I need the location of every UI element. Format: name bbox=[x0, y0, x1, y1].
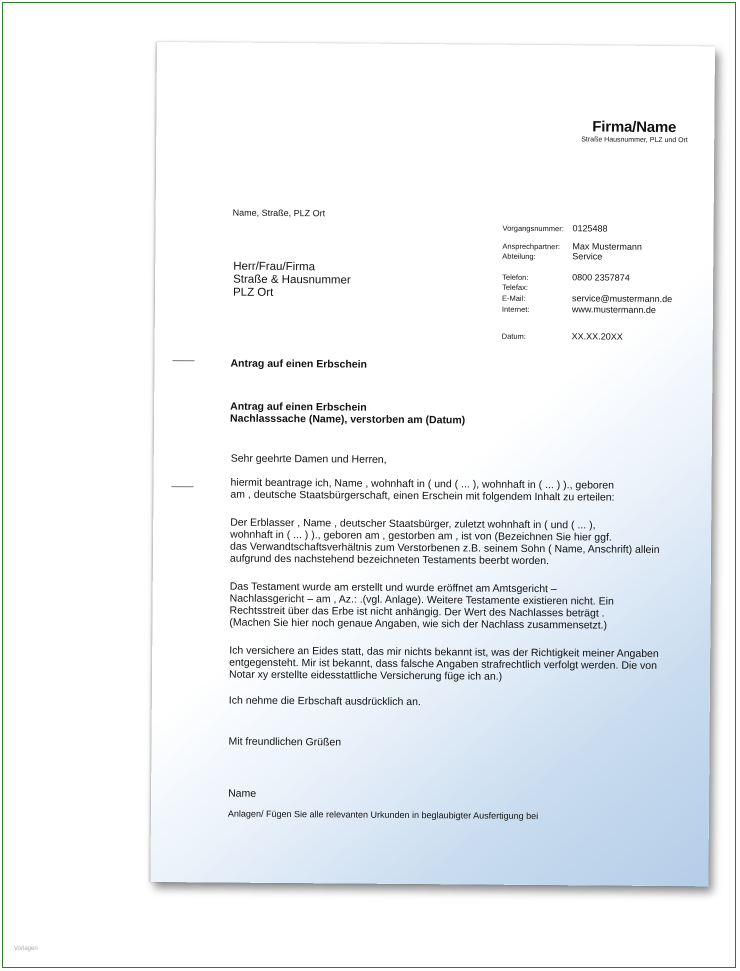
paragraph-line: Notar xy erstellte eidesstattliche Versicherung füge ich an.) bbox=[228, 668, 503, 683]
sender-line: Name, Straße, PLZ Ort bbox=[232, 207, 326, 219]
attachments-note: Anlagen/ Fügen Sie alle relevanten Urkunden in beglaubigter Ausfertigung bei bbox=[227, 808, 539, 822]
paragraph-line: Das Testament wurde am erstellt und wurde eröffnet am Amtsgericht – bbox=[229, 580, 557, 596]
punch-mark bbox=[172, 486, 194, 487]
paragraph-line: Der Erblasser , Name , deutscher Staatsbürger, zuletzt wohnhaft in ( und ( ... ), bbox=[230, 516, 596, 532]
signature-name: Name bbox=[228, 787, 257, 800]
info-block bbox=[501, 223, 703, 342]
info-label: E-Mail: bbox=[501, 293, 526, 303]
fold-mark bbox=[172, 360, 194, 361]
subject-line: Antrag auf einen Erbschein bbox=[230, 357, 368, 371]
recipient-line: Herr/Frau/Firma bbox=[233, 260, 316, 274]
info-label: Abteilung: bbox=[502, 251, 536, 261]
recipient-line: PLZ Ort bbox=[232, 286, 274, 299]
paragraph-line: am , deutsche Staatsbürgerschaft, einen Erschein mit folgendem Inhalt zu erteilen: bbox=[230, 488, 615, 504]
info-label: Telefon: bbox=[502, 272, 529, 282]
company-address: Straße Hausnummer, PLZ und Ort bbox=[581, 136, 688, 145]
subject-block bbox=[230, 401, 465, 427]
info-value: www.mustermann.de bbox=[571, 304, 656, 315]
info-value: Service bbox=[572, 251, 603, 262]
letter-sheet bbox=[150, 42, 715, 886]
paragraph-line: das Verwandtschaftsverhältnis zum Verstorbenen z.B. seinem Sohn ( Name, Anschrift) allein bbox=[229, 540, 660, 556]
info-label: Internet: bbox=[501, 304, 530, 314]
info-value: service@mustermann.de bbox=[571, 293, 673, 305]
paragraph-line: Ich versichere an Eides statt, das mir nichts bekannt ist, was der Richtigkeit meiner Angaben bbox=[229, 644, 659, 660]
info-value: Max Mustermann bbox=[572, 241, 642, 252]
recipient-line: Straße & Hausnummer bbox=[233, 273, 351, 287]
closing: Mit freundlichen Grüßen bbox=[228, 735, 342, 749]
paragraph-line: Nachlassgericht – am , Az.: .(vgl. Anlage). Weitere Testamente existieren nicht. Ein bbox=[229, 592, 614, 608]
paragraph-decedent bbox=[230, 517, 660, 568]
salutation: Sehr geehrte Damen und Herren, bbox=[230, 452, 387, 466]
info-label: Ansprechpartner: bbox=[502, 241, 560, 252]
paragraph-testament bbox=[229, 581, 614, 632]
paragraph-affidavit bbox=[229, 645, 659, 684]
info-value: XX.XX.20XX bbox=[571, 331, 623, 342]
watermark: Vorlagen bbox=[14, 946, 38, 952]
info-label: Vorgangsnummer: bbox=[502, 223, 564, 234]
subject-case: Nachlasssache (Name), verstorben am (Datum) bbox=[229, 412, 466, 427]
paragraph-request bbox=[230, 477, 614, 504]
info-label: Datum: bbox=[501, 331, 526, 341]
paragraph-line: (Machen Sie hier noch genaue Angaben, wie sich der Nachlass zusammensetzt.) bbox=[229, 616, 608, 632]
company-name: Firma/Name bbox=[592, 118, 677, 137]
info-value: 0125488 bbox=[572, 223, 608, 234]
paragraph-line: entgegensteht. Mir ist bekannt, dass falsche Angaben strafrechtlich verfolgt werden. Die von bbox=[229, 656, 657, 672]
info-value: 0800 2357874 bbox=[572, 272, 630, 283]
subject-title: Antrag auf einen Erbschein bbox=[230, 400, 367, 414]
info-label: Telefax: bbox=[502, 282, 528, 292]
paragraph-line: aufgrund des nachstehend bezeichneten Testaments beerbt worden. bbox=[229, 552, 550, 568]
paragraph-line: wohnhaft in ( ... ) )., geboren am , gestorben am , ist von (Bezeichnen Sie hier ggf. bbox=[230, 528, 612, 544]
paragraph-line: Rechtsstreit über das Erbe ist nicht anhängig. Der Wert des Nachlasses beträgt . bbox=[229, 604, 605, 620]
paragraph-acceptance: Ich nehme die Erbschaft ausdrücklich an. bbox=[228, 694, 421, 709]
recipient-address bbox=[233, 261, 351, 301]
paragraph-line: hiermit beantrage ich, Name , wohnhaft in ( und ( ... ), wohnhaft in ( ... ) )., geboren bbox=[230, 476, 615, 492]
